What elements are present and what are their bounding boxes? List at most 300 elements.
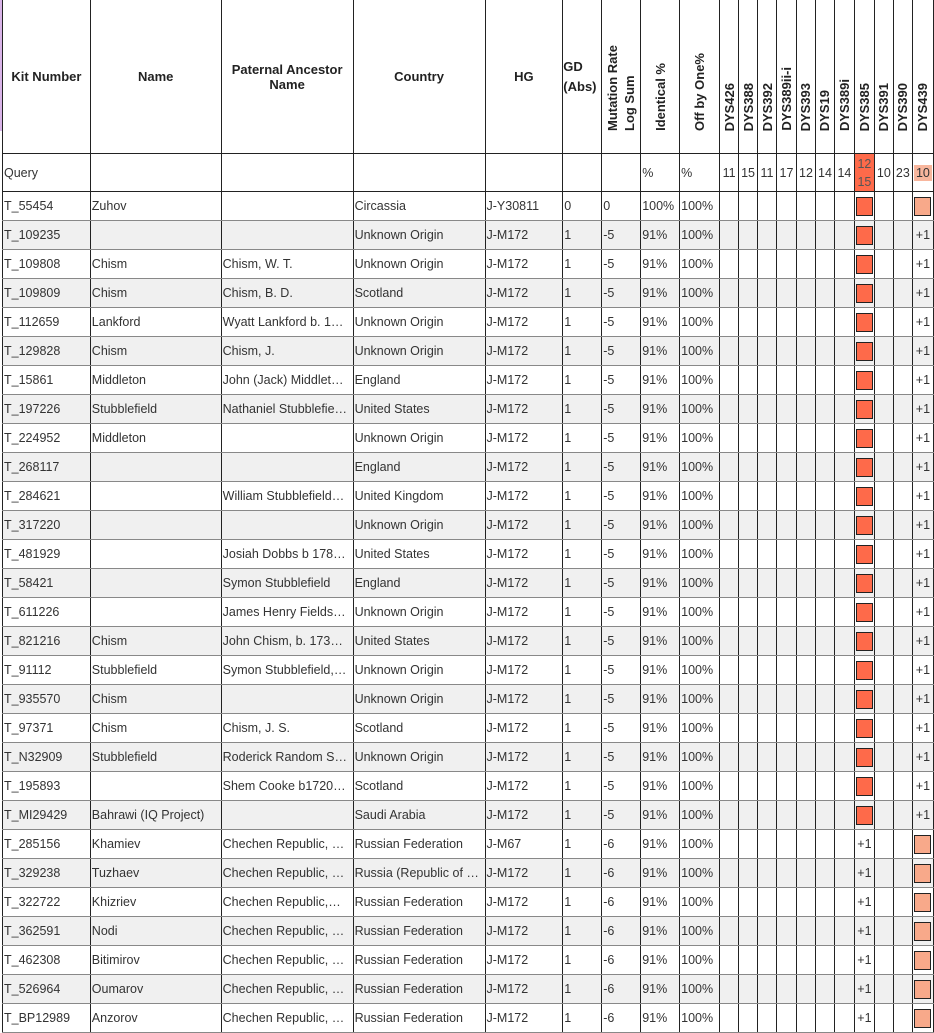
kit-number-cell[interactable]: T_109808	[3, 250, 91, 279]
kit-number-cell[interactable]: T_195893	[3, 772, 91, 801]
marker-cell	[912, 250, 933, 279]
off-by-one-cell: 100%	[680, 888, 720, 917]
off-by-one-cell: 100%	[680, 308, 720, 337]
table-row[interactable]	[3, 946, 934, 975]
kit-number-cell[interactable]: T_611226	[3, 598, 91, 627]
gd-cell: 1	[563, 424, 602, 453]
marker-cell	[834, 801, 854, 830]
table-row[interactable]	[3, 453, 934, 482]
marker-cell	[720, 250, 739, 279]
table-row[interactable]	[3, 192, 934, 221]
marker-cell	[912, 859, 933, 888]
kit-number-cell[interactable]: T_129828	[3, 337, 91, 366]
marker-cell	[874, 598, 893, 627]
marker-cell	[777, 656, 797, 685]
marker-cell	[874, 656, 893, 685]
country-cell: Scotland	[353, 772, 485, 801]
mutation-rate-cell: -6	[602, 888, 641, 917]
ancestor-cell: Chechen Republic,…	[221, 888, 353, 917]
country-cell: Unknown Origin	[353, 685, 485, 714]
marker-cell	[758, 221, 777, 250]
haplogroup-cell: J-M172	[485, 917, 563, 946]
marker-cell	[893, 337, 912, 366]
marker-cell	[893, 250, 912, 279]
marker-cell	[758, 830, 777, 859]
table-row[interactable]	[3, 656, 934, 685]
marker-diff: +1	[857, 953, 872, 967]
kit-number-cell[interactable]: T_329238	[3, 859, 91, 888]
haplogroup-cell: J-M67	[485, 830, 563, 859]
marker-cell	[874, 337, 893, 366]
marker-cell	[777, 975, 797, 1004]
mutation-rate-cell: -6	[602, 1004, 641, 1033]
table-row[interactable]	[3, 482, 934, 511]
header-marker[interactable]	[720, 0, 739, 154]
marker-cell	[777, 250, 797, 279]
table-row[interactable]	[3, 598, 934, 627]
identical-cell: 91%	[641, 569, 680, 598]
name-cell	[90, 453, 221, 482]
marker-cell	[834, 685, 854, 714]
kit-number-cell[interactable]: T_112659	[3, 308, 91, 337]
marker-cell	[796, 482, 815, 511]
marker-cell	[815, 685, 834, 714]
kit-number-cell[interactable]: T_BP12989	[3, 1004, 91, 1033]
marker-cell	[796, 337, 815, 366]
header-row	[3, 0, 934, 154]
kit-number-cell[interactable]: T_284621	[3, 482, 91, 511]
marker-cell	[834, 714, 854, 743]
marker-cell	[874, 714, 893, 743]
marker-label: DYS19	[817, 89, 833, 131]
query-off-by-one: %	[680, 154, 720, 192]
table-row[interactable]	[3, 308, 934, 337]
table-row[interactable]	[3, 830, 934, 859]
header-paternal-ancestor[interactable]: Paternal Ancestor Name	[221, 0, 353, 154]
name-cell	[90, 772, 221, 801]
marker-cell	[796, 627, 815, 656]
header-name[interactable]: Name	[90, 0, 221, 154]
table-row[interactable]	[3, 917, 934, 946]
country-cell: Scotland	[353, 279, 485, 308]
header-off-by-one-label: Off by One%	[692, 52, 708, 131]
mutation-rate-cell: -5	[602, 453, 641, 482]
mutation-rate-cell: -5	[602, 685, 641, 714]
kit-number-cell[interactable]: T_526964	[3, 975, 91, 1004]
marker-cell	[815, 569, 834, 598]
marker-cell	[893, 569, 912, 598]
marker-cell	[739, 1004, 758, 1033]
mutation-rate-cell: -5	[602, 250, 641, 279]
marker-diff: +1	[915, 257, 931, 271]
off-by-one-marker	[914, 951, 931, 970]
header-marker[interactable]	[834, 0, 854, 154]
name-cell: Tuzhaev	[90, 859, 221, 888]
gd-cell: 1	[563, 859, 602, 888]
ancestor-cell	[221, 221, 353, 250]
mutation-rate-cell: -5	[602, 395, 641, 424]
marker-cell	[815, 337, 834, 366]
marker-cell	[815, 975, 834, 1004]
marker-cell	[758, 569, 777, 598]
country-cell: Scotland	[353, 714, 485, 743]
marker-cell	[834, 598, 854, 627]
marker-cell	[854, 685, 874, 714]
name-cell: Bahrawi (IQ Project)	[90, 801, 221, 830]
header-marker[interactable]	[739, 0, 758, 154]
identical-cell: 91%	[641, 308, 680, 337]
ancestor-cell: Wyatt Lankford b. 1…	[221, 308, 353, 337]
marker-cell	[874, 482, 893, 511]
identical-cell: 91%	[641, 424, 680, 453]
marker-cell	[777, 917, 797, 946]
mutation-rate-cell: 0	[602, 192, 641, 221]
kit-number-cell[interactable]: T_322722	[3, 888, 91, 917]
query-dys385-value	[855, 155, 874, 191]
name-cell	[90, 569, 221, 598]
kit-number-cell[interactable]: T_58421	[3, 569, 91, 598]
off-by-one-cell: 100%	[680, 801, 720, 830]
marker-label: DYS390	[895, 82, 911, 131]
table-row[interactable]	[3, 975, 934, 1004]
marker-cell	[874, 424, 893, 453]
header-marker[interactable]	[758, 0, 777, 154]
kit-number-cell[interactable]: T_197226	[3, 395, 91, 424]
marker-cell	[720, 975, 739, 1004]
marker-cell	[893, 656, 912, 685]
marker-cell	[777, 1004, 797, 1033]
country-cell: Unknown Origin	[353, 598, 485, 627]
country-cell: United States	[353, 395, 485, 424]
ancestor-cell: Chechen Republic, …	[221, 830, 353, 859]
name-cell	[90, 482, 221, 511]
marker-cell	[720, 511, 739, 540]
kit-number-cell[interactable]: T_109235	[3, 221, 91, 250]
table-row[interactable]	[3, 801, 934, 830]
mutation-rate-cell: -5	[602, 772, 641, 801]
marker-cell	[854, 801, 874, 830]
marker-cell	[834, 192, 854, 221]
gd-cell: 1	[563, 598, 602, 627]
table-row[interactable]	[3, 685, 934, 714]
marker-cell	[777, 366, 797, 395]
marker-cell	[854, 424, 874, 453]
header-marker[interactable]	[796, 0, 815, 154]
marker-diff: +1	[915, 634, 931, 648]
identical-cell: 91%	[641, 685, 680, 714]
table-row[interactable]	[3, 337, 934, 366]
table-row[interactable]	[3, 250, 934, 279]
header-off-by-one[interactable]	[680, 0, 720, 154]
marker-cell	[777, 540, 797, 569]
mutation-rate-cell: -5	[602, 308, 641, 337]
query-name	[90, 154, 221, 192]
marker-cell	[854, 917, 874, 946]
header-marker[interactable]	[815, 0, 834, 154]
identical-cell: 91%	[641, 1004, 680, 1033]
gd-cell: 1	[563, 743, 602, 772]
kit-number-cell[interactable]: T_109809	[3, 279, 91, 308]
marker-cell	[796, 250, 815, 279]
header-marker[interactable]	[912, 0, 933, 154]
marker-cell	[893, 946, 912, 975]
mutation-rate-cell: -5	[602, 627, 641, 656]
marker-label: DYS389i	[836, 78, 852, 131]
haplogroup-cell: J-M172	[485, 511, 563, 540]
header-marker[interactable]	[854, 0, 874, 154]
marker-cell	[854, 250, 874, 279]
name-cell: Chism	[90, 250, 221, 279]
kit-number-cell[interactable]: T_821216	[3, 627, 91, 656]
marker-cell	[796, 424, 815, 453]
marker-cell	[854, 627, 874, 656]
marker-cell	[834, 221, 854, 250]
marker-cell	[854, 946, 874, 975]
marker-cell	[815, 308, 834, 337]
kit-number-cell[interactable]: T_481929	[3, 540, 91, 569]
mismatch-marker	[856, 429, 873, 448]
table-row[interactable]	[3, 279, 934, 308]
marker-cell	[739, 511, 758, 540]
marker-cell	[720, 888, 739, 917]
header-kit-number[interactable]: Kit Number	[3, 0, 91, 154]
marker-cell	[796, 656, 815, 685]
marker-cell	[834, 569, 854, 598]
marker-cell	[874, 1004, 893, 1033]
marker-cell	[854, 656, 874, 685]
marker-cell	[758, 482, 777, 511]
country-cell: Russian Federation	[353, 975, 485, 1004]
header-country[interactable]: Country	[353, 0, 485, 154]
haplogroup-cell: J-M172	[485, 221, 563, 250]
marker-cell	[854, 192, 874, 221]
table-row[interactable]	[3, 395, 934, 424]
marker-cell	[758, 714, 777, 743]
name-cell	[90, 598, 221, 627]
table-row[interactable]	[3, 221, 934, 250]
ancestor-cell: Chechen Republic, …	[221, 859, 353, 888]
haplogroup-cell: J-M172	[485, 308, 563, 337]
marker-diff: +1	[915, 721, 931, 735]
marker-cell	[720, 627, 739, 656]
query-hg	[485, 154, 563, 192]
country-cell: England	[353, 453, 485, 482]
table-row[interactable]	[3, 366, 934, 395]
marker-cell	[815, 627, 834, 656]
mutation-rate-cell: -5	[602, 482, 641, 511]
kit-number-cell[interactable]: T_268117	[3, 453, 91, 482]
gd-cell: 1	[563, 221, 602, 250]
gd-cell: 1	[563, 453, 602, 482]
ancestor-cell: Chechen Republic, …	[221, 1004, 353, 1033]
table-row[interactable]	[3, 888, 934, 917]
marker-cell	[739, 946, 758, 975]
kit-number-cell[interactable]: T_MI29429	[3, 801, 91, 830]
marker-cell	[912, 656, 933, 685]
table-row[interactable]	[3, 859, 934, 888]
header-gd[interactable]: GD (Abs)	[563, 0, 602, 154]
marker-cell	[912, 975, 933, 1004]
marker-cell	[758, 1004, 777, 1033]
name-cell: Nodi	[90, 917, 221, 946]
marker-cell	[815, 453, 834, 482]
identical-cell: 91%	[641, 540, 680, 569]
mismatch-marker	[856, 806, 873, 825]
marker-cell	[834, 511, 854, 540]
marker-cell	[834, 395, 854, 424]
table-row[interactable]	[3, 714, 934, 743]
marker-cell	[912, 1004, 933, 1033]
marker-cell	[758, 250, 777, 279]
header-mutation-rate[interactable]	[602, 0, 641, 154]
gd-cell: 1	[563, 540, 602, 569]
marker-cell	[720, 917, 739, 946]
ancestor-cell	[221, 511, 353, 540]
marker-cell	[815, 946, 834, 975]
name-cell: Lankford	[90, 308, 221, 337]
identical-cell: 91%	[641, 453, 680, 482]
header-marker[interactable]	[777, 0, 797, 154]
haplogroup-cell: J-M172	[485, 482, 563, 511]
identical-cell: 91%	[641, 250, 680, 279]
marker-diff: +1	[915, 344, 931, 358]
header-identical-label: Identical %	[652, 63, 668, 131]
marker-cell	[796, 772, 815, 801]
haplogroup-cell: J-M172	[485, 975, 563, 1004]
kit-number-cell[interactable]: T_362591	[3, 917, 91, 946]
header-marker[interactable]	[893, 0, 912, 154]
name-cell: Zuhov	[90, 192, 221, 221]
off-by-one-marker	[914, 1009, 931, 1028]
marker-cell	[893, 598, 912, 627]
kit-number-cell[interactable]: T_N32909	[3, 743, 91, 772]
marker-cell	[777, 279, 797, 308]
off-by-one-cell: 100%	[680, 540, 720, 569]
off-by-one-cell: 100%	[680, 656, 720, 685]
marker-cell	[739, 192, 758, 221]
ancestor-cell: James Henry Fields…	[221, 598, 353, 627]
kit-number-cell[interactable]: T_97371	[3, 714, 91, 743]
marker-cell	[777, 830, 797, 859]
header-marker[interactable]	[874, 0, 893, 154]
mutation-rate-cell: -5	[602, 511, 641, 540]
marker-label: DYS426	[721, 82, 737, 131]
marker-cell	[739, 221, 758, 250]
table-row[interactable]	[3, 569, 934, 598]
marker-cell	[893, 714, 912, 743]
name-cell: Middleton	[90, 366, 221, 395]
mutation-rate-cell: -5	[602, 598, 641, 627]
marker-diff: +1	[857, 895, 872, 909]
mutation-rate-cell: -5	[602, 424, 641, 453]
query-country	[353, 154, 485, 192]
country-cell: Unknown Origin	[353, 656, 485, 685]
marker-cell	[912, 888, 933, 917]
mutation-rate-cell: -5	[602, 540, 641, 569]
marker-cell	[815, 888, 834, 917]
table-row[interactable]	[3, 1004, 934, 1033]
marker-cell	[854, 482, 874, 511]
table-row[interactable]	[3, 511, 934, 540]
marker-cell	[893, 627, 912, 656]
off-by-one-marker	[914, 922, 931, 941]
table-row[interactable]	[3, 540, 934, 569]
mismatch-marker	[856, 632, 873, 651]
table-row[interactable]	[3, 772, 934, 801]
name-cell: Khamiev	[90, 830, 221, 859]
gd-cell: 0	[563, 192, 602, 221]
marker-cell	[912, 714, 933, 743]
haplogroup-cell: J-M172	[485, 859, 563, 888]
marker-cell	[777, 801, 797, 830]
marker-cell	[758, 946, 777, 975]
off-by-one-marker	[914, 893, 931, 912]
country-cell: Circassia	[353, 192, 485, 221]
kit-number-cell[interactable]: T_285156	[3, 830, 91, 859]
table-row[interactable]	[3, 627, 934, 656]
marker-cell	[874, 366, 893, 395]
marker-cell	[796, 975, 815, 1004]
marker-cell	[834, 859, 854, 888]
mutation-rate-cell: -6	[602, 946, 641, 975]
marker-cell	[777, 685, 797, 714]
marker-cell	[912, 685, 933, 714]
header-hg[interactable]: HG	[485, 0, 563, 154]
header-identical[interactable]	[641, 0, 680, 154]
name-cell	[90, 540, 221, 569]
marker-cell	[815, 917, 834, 946]
marker-diff: +1	[915, 750, 931, 764]
marker-cell	[874, 801, 893, 830]
ancestor-cell: Chechen Republic, …	[221, 946, 353, 975]
marker-cell	[893, 192, 912, 221]
gd-cell: 1	[563, 627, 602, 656]
marker-cell	[893, 772, 912, 801]
gd-cell: 1	[563, 308, 602, 337]
table-row[interactable]	[3, 424, 934, 453]
marker-cell	[874, 859, 893, 888]
marker-label: DYS385	[856, 82, 872, 131]
gd-cell: 1	[563, 395, 602, 424]
name-cell: Chism	[90, 685, 221, 714]
name-cell: Khizriev	[90, 888, 221, 917]
marker-cell	[874, 743, 893, 772]
country-cell: Russian Federation	[353, 888, 485, 917]
kit-number-cell[interactable]: T_224952	[3, 424, 91, 453]
marker-cell	[720, 772, 739, 801]
kit-number-cell[interactable]: T_317220	[3, 511, 91, 540]
marker-cell	[739, 975, 758, 1004]
kit-number-cell[interactable]: T_462308	[3, 946, 91, 975]
marker-cell	[854, 511, 874, 540]
mutation-rate-cell: -5	[602, 801, 641, 830]
kit-number-cell[interactable]: T_935570	[3, 685, 91, 714]
marker-cell	[854, 540, 874, 569]
marker-cell	[874, 888, 893, 917]
query-marker-value: 14	[815, 154, 834, 192]
marker-cell	[912, 540, 933, 569]
table-row[interactable]	[3, 743, 934, 772]
marker-cell	[777, 308, 797, 337]
kit-number-cell[interactable]: T_15861	[3, 366, 91, 395]
kit-number-cell[interactable]: T_91112	[3, 656, 91, 685]
marker-cell	[874, 975, 893, 1004]
kit-number-cell[interactable]: T_55454	[3, 192, 91, 221]
marker-cell	[815, 395, 834, 424]
mutation-rate-cell: -5	[602, 221, 641, 250]
ancestor-cell: John Chism, b. 173…	[221, 627, 353, 656]
marker-cell	[796, 859, 815, 888]
